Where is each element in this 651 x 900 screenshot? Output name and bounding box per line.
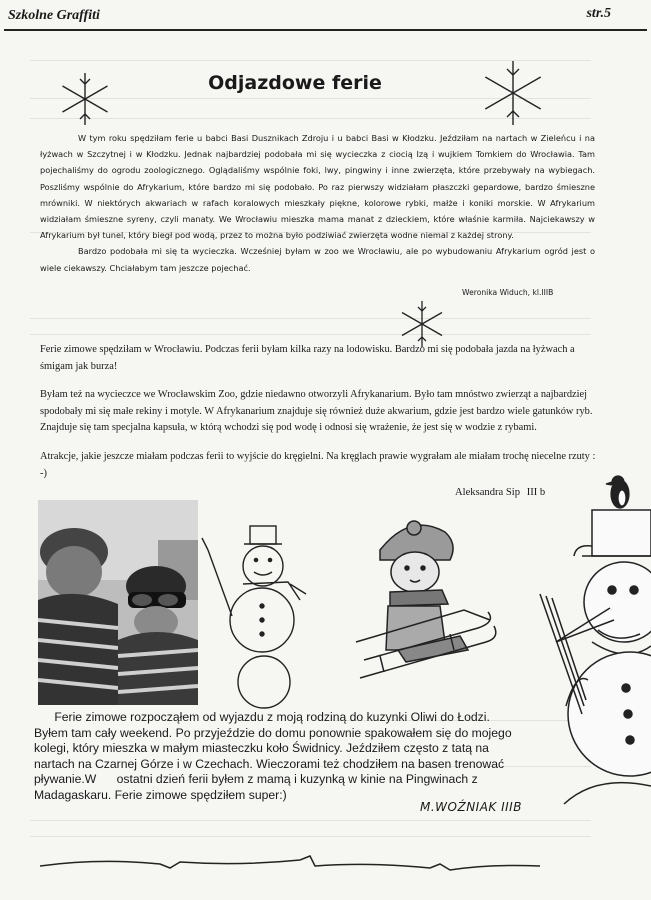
snowflake-icon [56,70,114,128]
article-3-line: pływanie.W ostatni dzień ferii byłem z mamą i kuzynką w kinie na Pingwinach z [34,772,478,787]
article-1-author: Weronika Widuch, kl.IIIB [462,288,554,297]
author-class: III b [526,487,546,498]
snowman-icon [198,520,318,710]
article-3-line: Madagaskaru. Ferie zimowe spędziłem super:) [34,787,287,802]
article-2-paragraph: Byłam też na wycieczce we Wrocławskim Zoo, gdzie niedawno otworzyli Afrykanarium. Było tam mnóstwo zwierząt a najbardziej spodobały mi się małe rekiny i motyle. W Afrykanarium znajduje się również duże akwarium, gdzie jest bardzo wiele gatunków ryb. Znajduje się tam specjalna kapsuła, w którą wchodzi się pod wodę i odnosi się wrażenie, że jest się w wodzie z rybami. [40,389,593,434]
author-name: Aleksandra Sip [455,487,521,498]
article-3-author: M.WOŹNIAK IIIB [420,800,522,814]
sled-child-icon [350,510,500,690]
article-1-paragraph: W tym roku spędziłam ferie u babci Basi Dusznikach Zdroju i u babci Basi w Kłodzku. Jeździłam na nartach w Zieleńcu i na łyżwach w Szczytnej i w Kłodzku. Jednak najbardziej podobała mi się wycieczka z ciocią Izą i wujkiem Tomkiem do Wrocławia. Tam pojechaliśmy do ogrodu zoologicznego. Oglądaliśmy wspólnie foki, lwy, pingwiny i inne zwierzęta, które przebywały na wybiegach. Poszliśmy wspólnie do Afrykarium, które bardzo mi się podobało. Po raz pierwszy widziałam płaszczki gepardowe, bardzo śmieszne mrówniki. W niektórych akwariach w rafach koralowych mieszkały piękne, kolorowe rybki, małże i koniki morskie. W Afrykarium widziałam śmieszne syreny, czyli manaty. We Wrocławiu mieszka mama manat z dzieckiem, które właśnie karmiła. Najciekawszy w Afrykarium był tunel, który biegł pod wodą, przez to można było podziwiać zwierzęta wodne niemal z każdej strony. [40,133,595,241]
article-2-author [455,487,545,498]
bottom-squiggle [40,840,540,880]
article-1-paragraph: Bardzo podobała mi się ta wycieczka. Wcześniej byłam w zoo we Wrocławiu, ale po wybudowaniu Afrykarium ogród jest o wiele ciekawszy. Chciałabym tam jeszcze pojechać. [40,246,595,273]
family-photo [38,500,198,705]
article-2-paragraph: Ferie zimowe spędziłam w Wrocławiu. Podczas ferii byłam kilka razy na lodowisku. Bardzo mi się podobała jazda na łyżwach a śmigam jak burza! [40,344,575,372]
penguin-icon [606,476,629,508]
page-header [0,0,651,32]
article-2-body [40,342,600,494]
article-3-line: Ferie zimowe rozpocząłem od wyjazdu z moją rodziną do kuzynki Oliwi do Łodzi. [34,710,490,724]
article-1-body [40,130,595,276]
article-3-body [34,710,589,804]
article-3-line: Byłem tam cały weekend. Po przyjeździe do domu ponownie spakowałem się do mojego [34,725,512,740]
article-title: Odjazdowe ferie [208,72,382,94]
snowflake-icon [478,58,548,128]
article-2-paragraph: Atrakcje, jakie jeszcze miałam podczas ferii to wyjście do kręgielni. Na kręglach prawie wygrałam ale miałam trochę niecelne rzuty : -) [40,450,596,479]
header-rule [4,29,647,31]
article-3-line: nartach na Czarnej Górze i w Czechach. Wieczorami też chodziłem na basen trenować [34,756,505,771]
page-number: str.5 [586,6,611,21]
magazine-title: Szkolne Graffiti [8,8,100,23]
article-3-line: kolegi, który mieszka w małym miasteczku koło Świdnicy. Jeździłem często z tatą na [34,741,489,756]
